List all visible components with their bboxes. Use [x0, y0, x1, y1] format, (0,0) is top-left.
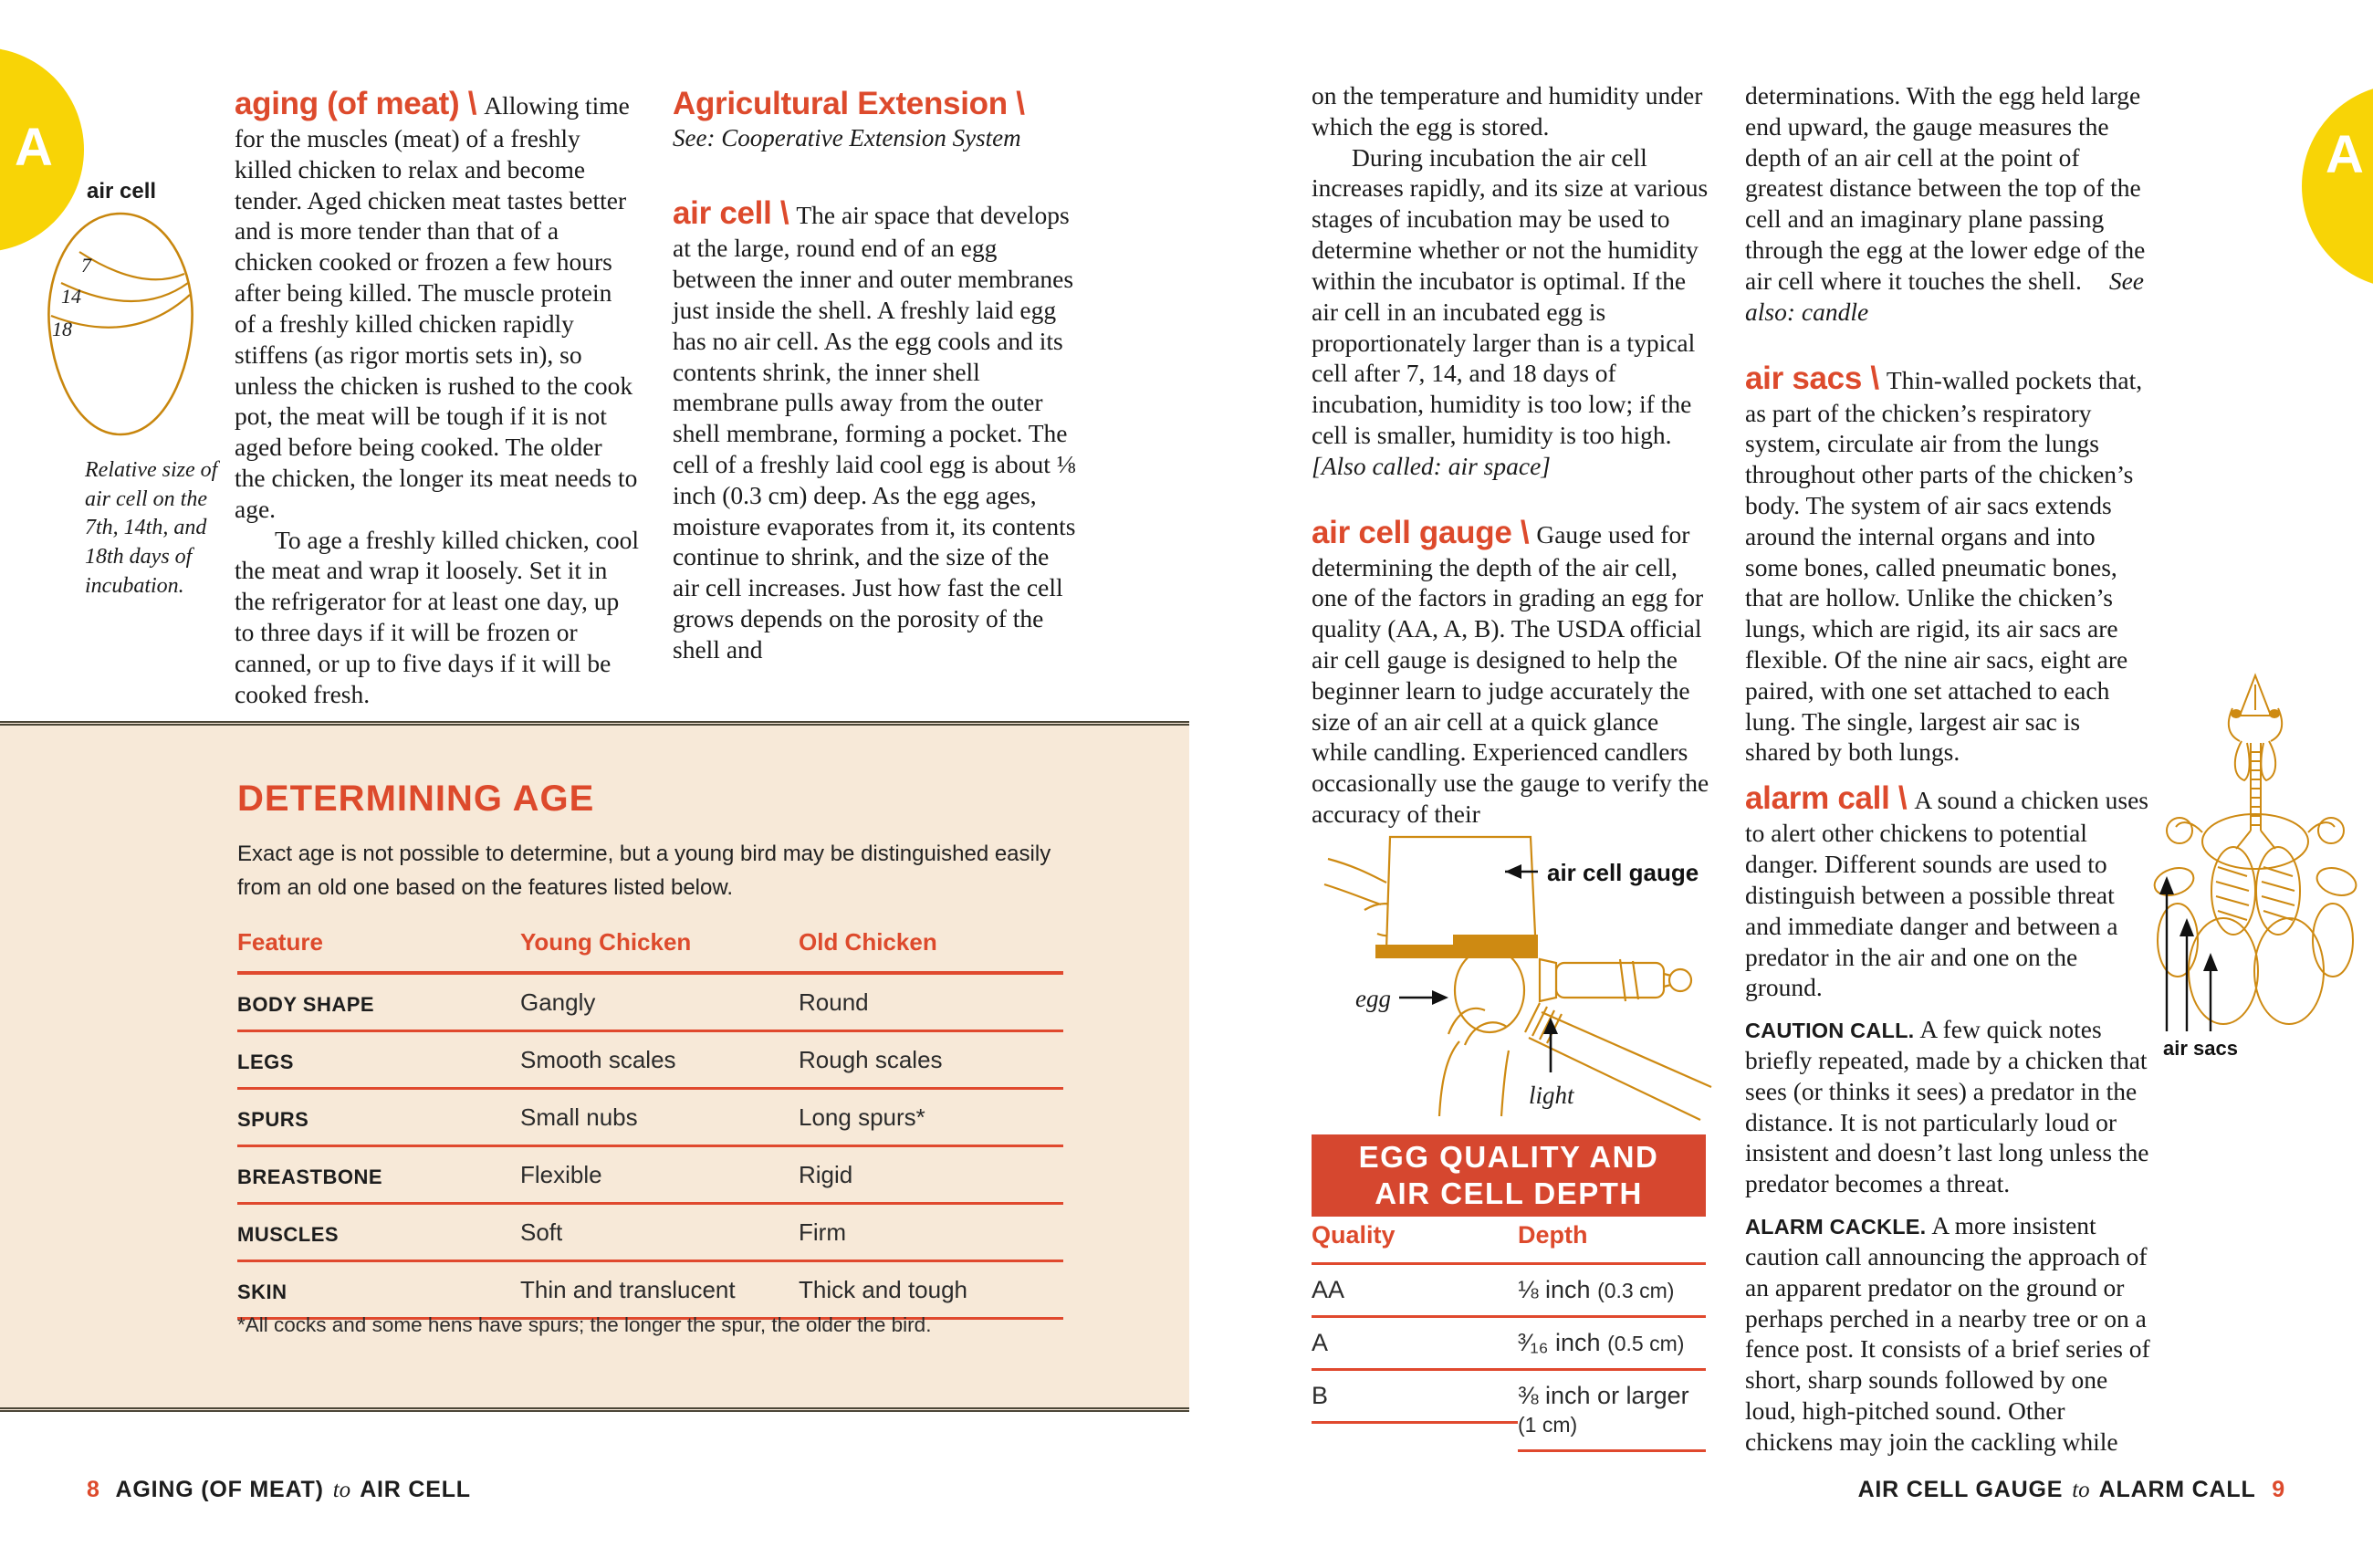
eye [2232, 710, 2241, 717]
air-cell-gauge-illustration [1312, 815, 1718, 1130]
young-cell: Soft [520, 1218, 563, 1246]
trachea [2251, 743, 2261, 831]
bronchi [2236, 831, 2275, 849]
old-cell: Thick and tough [799, 1276, 968, 1303]
arrow-head-up [2180, 918, 2194, 936]
table-row [237, 1205, 1063, 1262]
footer-range-end: AIR CELL [360, 1477, 471, 1502]
old-cell: Long spurs* [799, 1103, 925, 1131]
quality-cell: B [1312, 1371, 1518, 1424]
feature-cell: SPURS [237, 1108, 309, 1131]
thoracic-sac [2151, 863, 2197, 900]
depth-value: ⅛ inch [1518, 1276, 1591, 1303]
column-alarm-call [1745, 80, 2151, 1458]
air-sacs-figure-label: air sacs [2163, 1037, 2238, 1060]
also-called-note: [Also called: air space] [1312, 451, 1551, 480]
entry-text: A few quick notes briefly repeated, made by a chicken that sees (or thinks it sees) a predator in the distance. It is not particularly loud or insistent and doesn’t last long unless the predator becomes a threat. [1745, 1015, 2149, 1198]
lateral-sac [2313, 904, 2353, 977]
young-cell: Flexible [520, 1161, 602, 1188]
egg-figure-label: air cell [87, 179, 157, 204]
old-cell: Rough scales [799, 1046, 943, 1073]
gauge-callout-label: air cell gauge [1547, 859, 1699, 886]
lung-hatch [2262, 867, 2295, 920]
entry-air-sacs [1745, 359, 2151, 768]
entry-air-cell-continued: on the temperature and humidity under which the egg is stored. [1312, 81, 1703, 141]
column-header-feature: Feature [237, 928, 323, 956]
entry-text: Allowing time for the muscles (meat) of a freshly killed chicken to relax and become tender. Aged chicken meat tastes better and is more tender than that of a chicken cooked or frozen a few hours after being killed. The muscle protein of a freshly killed chicken rapidly stiffens (as rigor mortis sets in), so unless the chicken is rushed to the cook pot, the meat will be tough if it is not aged before being cooked. The older the chicken, the longer its meat needs to age. [235, 91, 638, 523]
wrist-line [1439, 1041, 1459, 1116]
column-header-depth: Depth [1518, 1221, 1706, 1265]
footer-to: to [2072, 1478, 2090, 1502]
entry-agricultural-extension [673, 84, 1077, 123]
depth-cell [1518, 1371, 1706, 1452]
cross-reference: See: Cooperative Extension System [673, 124, 1021, 152]
light-beam-hatch [1525, 1003, 1562, 1043]
lung-hatch [2216, 867, 2249, 920]
determining-age-table [237, 928, 1063, 1320]
table-row [237, 1032, 1063, 1090]
cervical-sac [2167, 818, 2192, 843]
flashlight-ring [1669, 969, 1691, 991]
table-row [237, 1147, 1063, 1205]
old-cell: Rigid [799, 1161, 853, 1188]
spacer [1745, 1003, 2151, 1014]
alarm-cackle-label: ALARM CACKLE. [1745, 1215, 1927, 1239]
cervical-sac [2318, 818, 2344, 843]
entry-aging [235, 84, 639, 525]
egg-quality-banner [1312, 1134, 1706, 1217]
feature-cell: MUSCLES [237, 1223, 340, 1246]
column-aging-of-meat [235, 84, 639, 709]
quality-cell: AA [1312, 1265, 1518, 1318]
table-row [1312, 1371, 1706, 1452]
spacer [1312, 482, 1716, 513]
wattle [2261, 741, 2275, 780]
entry-text: A sound a chicken uses to alert other chickens to potential danger. Different sounds are used to distinguish between a possible threat and immediate danger and between a predator in the air and one on the ground. [1745, 786, 2148, 1002]
hand-line [1324, 884, 1381, 904]
see-also-note: See also: candle [1745, 266, 2144, 326]
column-header-old: Old Chicken [799, 928, 937, 956]
depth-cell [1518, 1265, 1706, 1318]
flashlight-body [1556, 963, 1664, 998]
panel-title: DETERMINING AGE [237, 779, 595, 819]
young-cell: Smooth scales [520, 1046, 676, 1073]
feature-cell: LEGS [237, 1051, 294, 1073]
column-air-cell-gauge [1312, 80, 1716, 830]
day18-label: 18 [52, 318, 72, 340]
page-number-right: 9 [2272, 1477, 2285, 1502]
table-header-row [237, 928, 1063, 975]
letter-tab-badge-right [2302, 84, 2373, 288]
entry-text: determinations. With the egg held large end upward, the gauge measures the depth of an air cell at the point of greatest distance between the top of the cell and an imaginary plane passing through the egg at the lower edge of the air cell where it touches the shell. [1745, 81, 2146, 295]
flashlight-head [1540, 959, 1556, 1001]
lateral-sac [2158, 904, 2198, 977]
spacer [1745, 1199, 2151, 1210]
table-row [237, 1090, 1063, 1147]
spacer [673, 153, 1077, 193]
entry-aging-paragraph-2: To age a freshly killed chicken, cool the meat and wrap it loosely. Set it in the refrigerator for at least one day, up to three days if it will be frozen or canned, or up to five days if it will be cooked fresh. [235, 525, 639, 708]
table-footnote: *All cocks and some hens have spurs; the longer the spur, the older the bird. [237, 1313, 932, 1336]
feature-cell: BREASTBONE [237, 1166, 383, 1188]
entry-text: Gauge used for determining the depth of the air cell, one of the factors in grading an egg for quality (AA, A, B). The USDA official air cell gauge is designed to help the beginner learn to judge accurately the size of an air cell at a quick glance while candling. Experienced candlers occasionally use the gauge to verify the accuracy of their [1312, 519, 1709, 829]
banner-line-1: EGG QUALITY AND [1358, 1139, 1659, 1174]
quality-cell: A [1312, 1318, 1518, 1371]
column-air-cell [673, 84, 1077, 665]
entry-air-cell-gauge [1312, 513, 1716, 830]
egg-callout-label: egg [1355, 985, 1391, 1012]
footer-range-start: AIR CELL GAUGE [1857, 1477, 2064, 1502]
old-cell: Round [799, 988, 869, 1016]
table-edge-line [1542, 1012, 1711, 1087]
caution-call-label: CAUTION CALL. [1745, 1019, 1915, 1043]
arrow-head-up [2159, 876, 2174, 894]
column-header-quality: Quality [1312, 1221, 1518, 1265]
running-footer-left [87, 1477, 480, 1503]
hand-line [1328, 859, 1386, 883]
egg-quality-table [1312, 1221, 1706, 1452]
feature-cell: BODY SHAPE [237, 993, 375, 1016]
air-cell-arc-day7 [79, 252, 184, 279]
table-row [237, 1262, 1063, 1320]
tab-letter: A [15, 118, 53, 177]
wrist-line [1501, 1051, 1509, 1116]
day14-label: 14 [61, 285, 81, 308]
old-cell: Firm [799, 1218, 846, 1246]
entry-term-alarm-call: alarm call \ [1745, 780, 1908, 817]
day7-label: 7 [81, 254, 91, 277]
arrow-head-right [1432, 990, 1448, 1005]
alarm-cackle-paragraph [1745, 1210, 2151, 1458]
egg-air-cell-diagram [30, 206, 213, 444]
abdominal-sac [2254, 918, 2324, 1024]
depth-note: (0.5 cm) [1607, 1332, 1685, 1355]
depth-note: (0.3 cm) [1597, 1279, 1675, 1302]
young-cell: Small nubs [520, 1103, 638, 1131]
depth-value: ³⁄₁₆ inch [1518, 1329, 1601, 1356]
entry-air-cell-paragraph-3: During incubation the air cell increases rapidly, and its size at various stages of incubation may be used to determine whether or not the humidity within the incubator is optimal. If the air cell in an incubated egg is proportionately larger than is a typical cell after 7, 14, and 18 days of incubation, humidity is too low; if the cell is smaller, humidity is too high. [1312, 142, 1709, 449]
young-cell: Thin and translucent [520, 1276, 736, 1303]
footer-range-end: ALARM CALL [2098, 1477, 2256, 1502]
table-header-row [1312, 1221, 1706, 1265]
young-cell: Gangly [520, 988, 596, 1016]
thoracic-sac [2314, 863, 2359, 900]
caution-call-paragraph [1745, 1014, 2151, 1199]
table-row [1312, 1265, 1706, 1318]
entry-text: A more insistent caution call announcing the approach of an apparent predator on the ground or perhaps perched in a nearby tree or on a fence post. It consists of a brief series of short, sharp sounds followed by one loud, high-pitched sound. Other chickens may join the cackling while [1745, 1211, 2150, 1456]
spacer [1745, 328, 2151, 359]
tab-letter: A [2326, 125, 2364, 184]
panel-intro: Exact age is not possible to determine, but a young bird may be distinguished easily from an old one based on the features listed below. [237, 841, 1051, 901]
entry-term-air-cell: air cell \ [673, 195, 789, 232]
determining-age-panel [0, 721, 1189, 1412]
cervical-stems [2176, 822, 2335, 832]
wattle [2235, 741, 2250, 780]
egg-shape [1455, 948, 1524, 1032]
spacer [1745, 768, 2151, 779]
entry-term-aging: aging (of meat) \ [235, 86, 477, 121]
depth-value: ⅜ inch or larger [1518, 1382, 1689, 1409]
abdominal-sac [2189, 918, 2258, 1024]
column-header-young: Young Chicken [520, 928, 692, 956]
eye [2270, 710, 2279, 717]
egg-figure-caption: Relative size of air cell on the 7th, 14th, and 18th days of incubation. [85, 458, 218, 598]
footer-to: to [332, 1478, 351, 1502]
entry-term-air-cell-gauge: air cell gauge \ [1312, 514, 1530, 550]
light-callout-label: light [1529, 1082, 1574, 1109]
arrow-head-up [2203, 953, 2218, 971]
entry-term-air-sacs: air sacs \ [1745, 360, 1879, 396]
depth-note: (1 cm) [1518, 1413, 1578, 1437]
entry-text: The air space that develops at the large, round end of an egg between the inner and outer membranes just inside the shell. A freshly laid egg has no air cell. As the egg cools and its contents shrink, the inner shell membrane pulls away from the outer shell membrane, forming a pocket. The cell of a freshly laid cool egg is about ⅛ inch (0.3 cm) deep. As the egg ages, moisture evaporates from it, its contents continue to shrink, and the size of the air cell increases. Just how fast the cell grows depends on the porosity of the shell and [673, 201, 1076, 664]
depth-cell [1518, 1318, 1706, 1371]
banner-line-2: AIR CELL DEPTH [1375, 1176, 1643, 1210]
entry-alarm-call [1745, 779, 2151, 1003]
entry-text: Thin-walled pockets that, as part of the chicken’s respiratory system, circulate air from the lungs throughout other parts of the chicken’s body. The system of air sacs extends around the internal organs and into some bones, called pneumatic bones, that are hollow. Unlike the chicken’s lungs, which are rigid, its air sacs are flexible. Of the nine air sacs, eight are paired, with one set attached to each lung. The single, largest air sac is shared by both lungs. [1745, 365, 2143, 767]
entry-air-cell-gauge-continued [1745, 80, 2151, 328]
air-sacs-illustration [2145, 637, 2368, 1061]
page-number-left: 8 [87, 1477, 100, 1502]
footer-range-start: AGING (OF MEAT) [115, 1477, 324, 1502]
running-footer-right [1858, 1477, 2295, 1503]
table-row [237, 975, 1063, 1032]
table-row [1312, 1318, 1706, 1371]
entry-air-cell [673, 193, 1077, 664]
entry-term-agricultural-extension: Agricultural Extension \ [673, 86, 1025, 121]
feature-cell: SKIN [237, 1281, 287, 1303]
